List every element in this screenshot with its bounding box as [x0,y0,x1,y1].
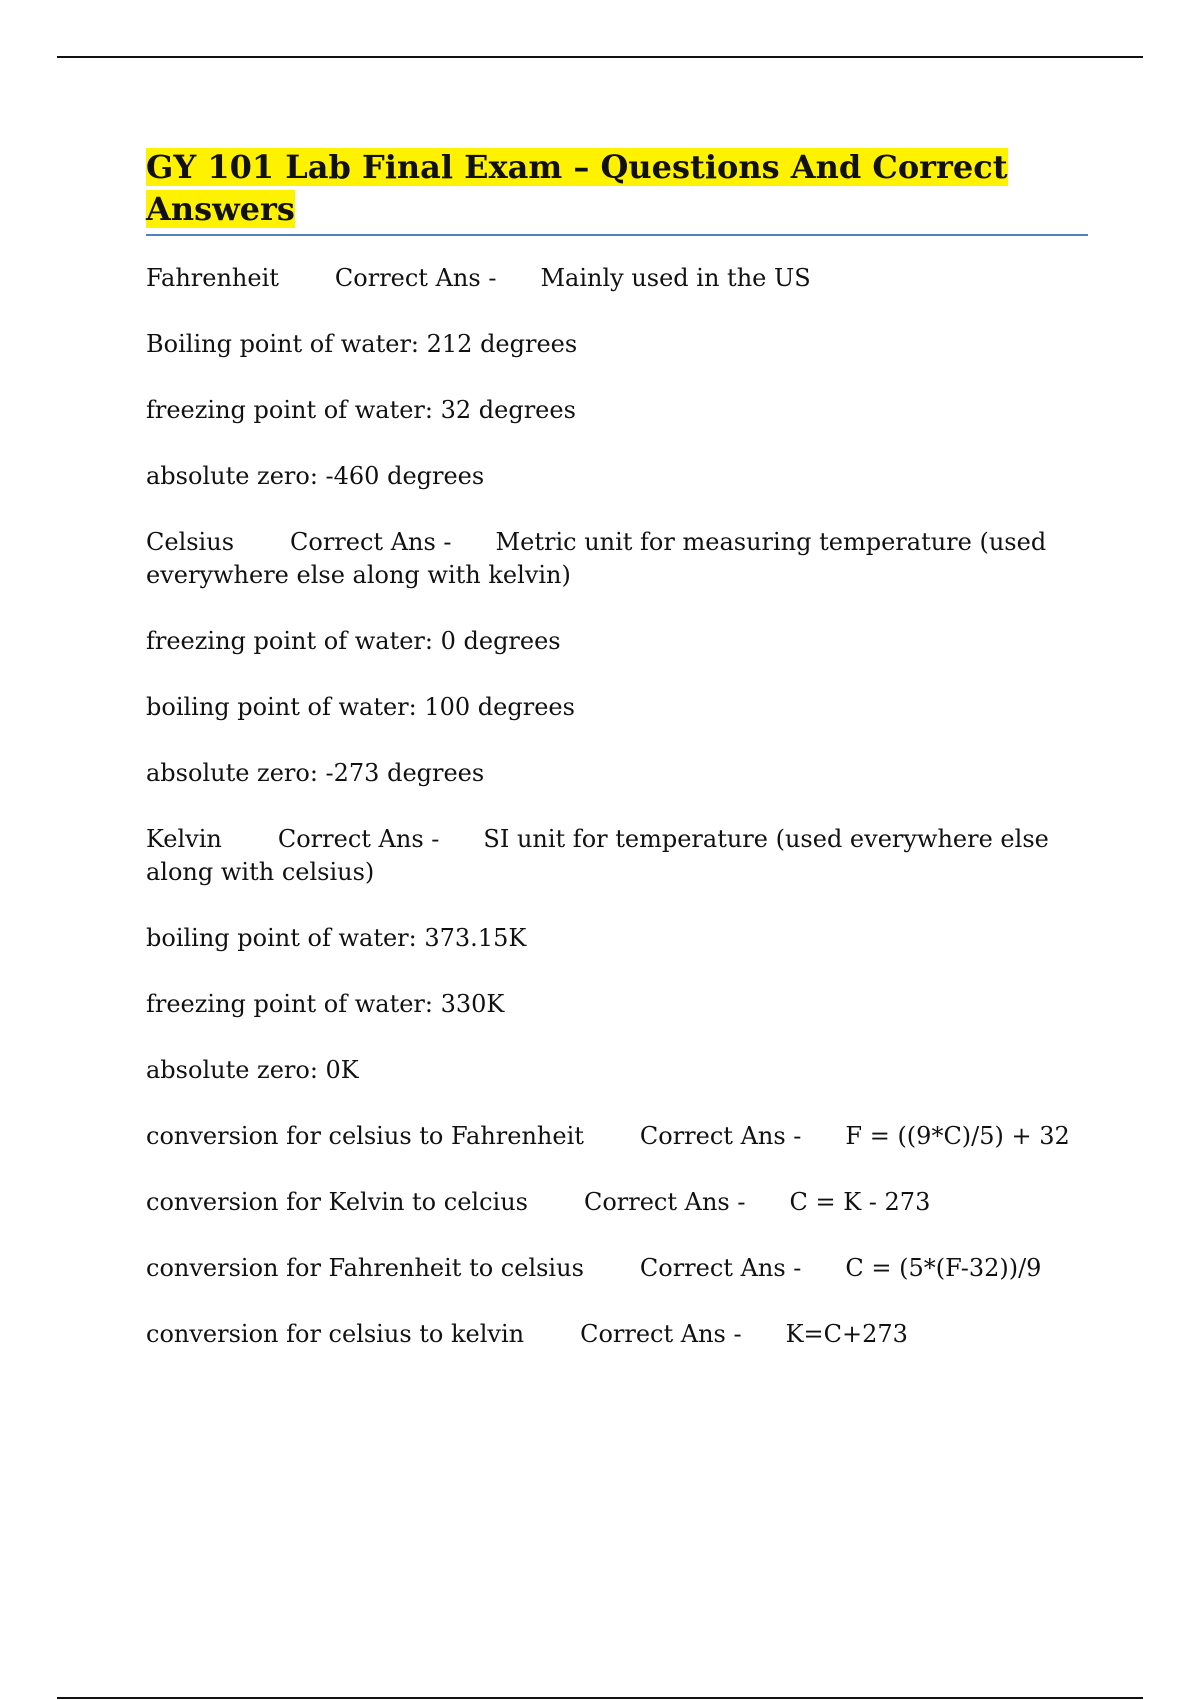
entry-answer: Mainly used in the US [540,264,811,292]
fact-line: freezing point of water: 32 degrees [146,396,576,424]
fact-line: absolute zero: -273 degrees [146,759,485,787]
top-rule [57,56,1143,58]
entry-label: Correct Ans - [334,264,497,292]
title-highlight: GY 101 Lab Final Exam – Questions And Correct Answers [146,148,1008,228]
bottom-rule [57,1697,1143,1699]
qa-entry-conversion [146,1318,1088,1351]
fact-line: Boiling point of water: 212 degrees [146,330,578,358]
entry-answer: K=C+273 [785,1320,908,1348]
entry-label: Correct Ans - [290,528,452,556]
fact-line: absolute zero: 0K [146,1056,359,1084]
qa-entry-kelvin [146,823,1088,889]
entry-term: Celsius [146,528,235,556]
entry-answer: F = ((9*C)/5) + 32 [845,1122,1070,1150]
fact-line: freezing point of water: 0 degrees [146,627,561,655]
fact-line: freezing point of water: 330K [146,990,505,1018]
fact-line: boiling point of water: 373.15K [146,924,527,952]
title-underline [146,234,1088,236]
fact-line: absolute zero: -460 degrees [146,462,485,490]
qa-entry-fahrenheit [146,262,1088,295]
entry-term: conversion for celsius to kelvin [146,1320,525,1348]
entry-label: Correct Ans - [580,1320,742,1348]
entry-label: Correct Ans - [583,1188,746,1216]
entry-answer: C = K - 273 [789,1188,931,1216]
entry-answer: SI unit for temperature (used everywhere else along with celsius) [146,825,1049,886]
entry-answer: C = (5*(F-32))/9 [845,1254,1042,1282]
entry-label: Correct Ans - [277,825,440,853]
entry-term: Kelvin [146,825,222,853]
entry-term: conversion for celsius to Fahrenheit [146,1122,584,1150]
qa-entry-conversion [146,1186,1088,1219]
document-body [146,146,1088,1384]
entry-answer: Metric unit for measuring temperature (used everywhere else along with kelvin) [146,528,1047,589]
entry-list [146,262,1088,1351]
qa-entry-conversion [146,1120,1088,1153]
entry-label: Correct Ans - [639,1254,802,1282]
document-title [146,146,1088,230]
entry-term: Fahrenheit [146,264,279,292]
fact-line: boiling point of water: 100 degrees [146,693,575,721]
entry-term: conversion for Kelvin to celcius [146,1188,528,1216]
entry-label: Correct Ans - [639,1122,802,1150]
qa-entry-celsius [146,526,1088,592]
entry-term: conversion for Fahrenheit to celsius [146,1254,584,1282]
qa-entry-conversion [146,1252,1088,1285]
